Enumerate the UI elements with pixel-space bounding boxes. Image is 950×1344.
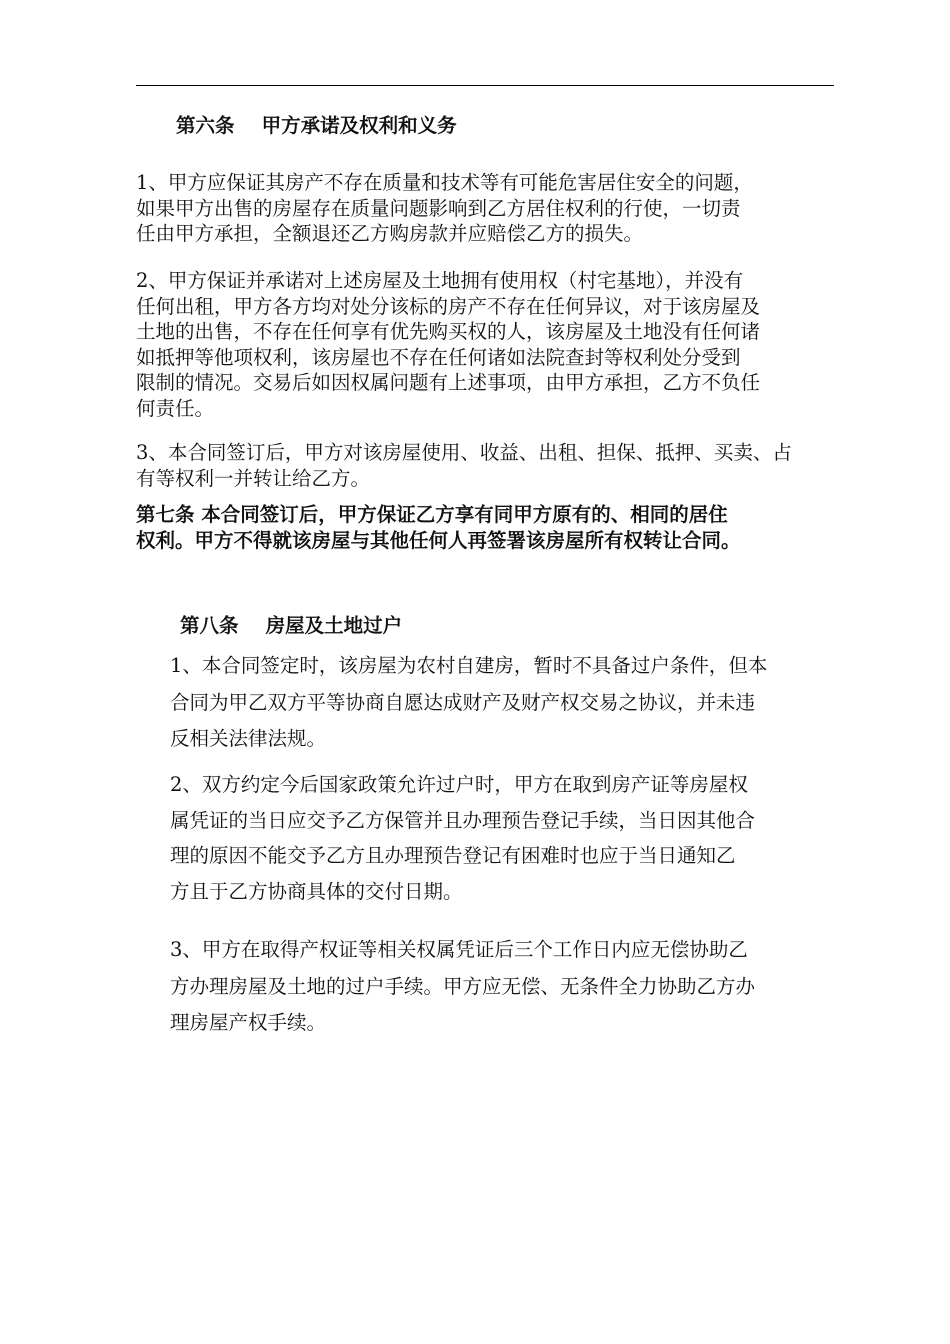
article-8-clause-1: 1、本合同签定时，该房屋为农村自建房，暂时不具备过户条件，但本 合同为甲乙双方平等协商自愿达成财产及财产权交易之协议，并未违 反相关法律法规。 <box>170 654 768 750</box>
article-6-clause-2: 2、甲方保证并承诺对上述房屋及土地拥有使用权（村宅基地），并没有 任何出租，甲方各方均对处分该标的房产不存在任何异议，对于该房屋及 土地的出售，不存在任何享有优先购买权的人，该房屋及土地没有任何诸 如抵押等他项权利，该房屋也不存在任何诸如法院查封等权利处分受到 限制的情况。交易后如因权属问题有上述事项，由甲方承担，乙方不负任 何责任。 <box>136 269 761 420</box>
article-6-clause-3: 3、本合同签订后，甲方对该房屋使用、收益、出租、担保、抵押、买卖、占 有等权利一并转让给乙方。 <box>136 441 792 490</box>
article-8-clause-3: 3、甲方在取得产权证等相关权属凭证后三个工作日内应无偿协助乙 方办理房屋及土地的过户手续。甲方应无偿、无条件全力协助乙方办 理房屋产权手续。 <box>170 938 756 1034</box>
header-rule <box>136 85 834 86</box>
article-6-clause-1: 1、甲方应保证其房产不存在质量和技术等有可能危害居住安全的问题， 如果甲方出售的房屋存在质量问题影响到乙方居住权利的行使，一切责 任由甲方承担，全额退还乙方购房款并应赔偿乙方的损失。 <box>136 171 753 245</box>
article-8-heading: 第八条 房屋及土地过户 <box>180 614 403 637</box>
article-8-clause-2: 2、双方约定今后国家政策允许过户时，甲方在取到房产证等房屋权 属凭证的当日应交予乙方保管并且办理预告登记手续，当日因其他合 理的原因不能交予乙方且办理预告登记有困难时也应于当日通知乙 方且于乙方协商具体的交付日期。 <box>170 773 756 903</box>
article-6-heading: 第六条 甲方承诺及权利和义务 <box>176 114 457 137</box>
article-7-text: 第七条 本合同签订后，甲方保证乙方享有同甲方原有的、相同的居住 权利。甲方不得就该房屋与其他任何人再签署该房屋所有权转让合同。 <box>136 503 741 552</box>
